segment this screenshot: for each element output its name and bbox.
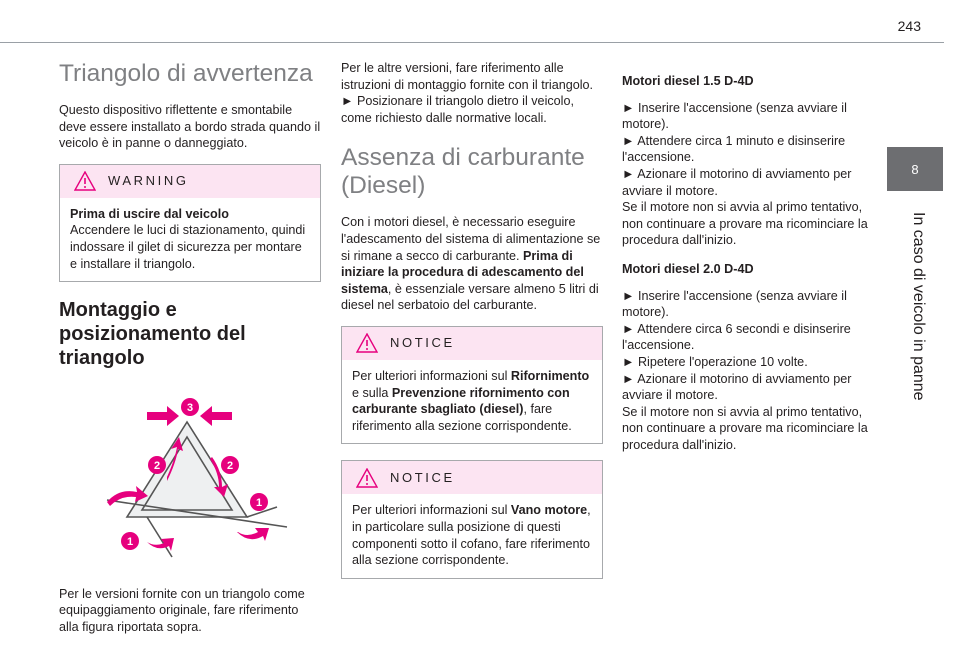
- intro-paragraph: Questo dispositivo riflettente e smontabile deve essere installato a bordo strada quando il veicolo è in panne o danneggiato.: [59, 103, 321, 151]
- callout-2-right: 2: [226, 460, 234, 473]
- fuel-tail: , è essenziale versare almeno 5 litri di diesel nel serbatoio del carburante.: [341, 281, 599, 313]
- outro-paragraph: Per le versioni fornite con un triangolo come equipaggiamento originale, fare riferimento alla figura riportata sopra.: [59, 586, 305, 634]
- notice-text: Per ulteriori informazioni sul: [352, 503, 511, 518]
- warning-icon: [74, 171, 96, 191]
- column-1: [59, 60, 321, 648]
- fuel-paragraph: [341, 214, 603, 314]
- notice-box-refuel: [341, 326, 603, 444]
- section-title-assembly: Montaggio e posizionamento del triangolo: [59, 299, 246, 370]
- engine-1-title: Motori diesel 1.5 D-4D: [622, 74, 754, 88]
- callout-1-left: 1: [126, 536, 134, 549]
- top-divider: [0, 42, 944, 43]
- engine-2-title: Motori diesel 2.0 D-4D: [622, 261, 754, 276]
- engine-2-note: Se il motore non si avvia al primo tentativo, non continuare a provare ma ricominciare la procedura dall'inizio.: [622, 404, 868, 452]
- notice-icon: [356, 333, 378, 353]
- notice-text-mid: e sulla: [352, 385, 392, 400]
- section-title-triangle: Triangolo di avvertenza: [59, 60, 313, 87]
- column-2: [341, 60, 603, 595]
- engine-2-steps: [622, 288, 884, 454]
- notice-text-post: , in particolare sulla posizione di questi componenti sotto il cofano, fare riferimento alla sezione corrispondente.: [352, 503, 591, 568]
- notice-link-engine-bay[interactable]: Vano motore: [510, 503, 588, 518]
- warning-heading: Prima di uscire dal veicolo: [70, 206, 229, 221]
- notice-label: NOTICE: [390, 469, 455, 485]
- callout-1-right: 1: [255, 497, 263, 510]
- engine-1-steps: [622, 100, 884, 249]
- engine-1-step-1: ► Inserire l'accensione (senza avviare il motore).: [622, 100, 847, 132]
- warning-text: Accendere le luci di stazionamento, quindi indossare il gilet di sicurezza per montare e installare il triangolo.: [70, 223, 306, 271]
- column-3: [622, 60, 884, 465]
- callout-3: 3: [186, 402, 194, 415]
- warning-label: WARNING: [108, 172, 189, 188]
- triangle-illustration: [87, 392, 292, 567]
- engine-2-step-2: ► Attendere circa 6 secondi e disinserire l'accensione.: [622, 321, 851, 353]
- position-step: ► Posizionare il triangolo dietro il veicolo, come richiesto dalle normative locali.: [341, 94, 574, 125]
- notice-link-refuel[interactable]: Rifornimento: [510, 368, 590, 383]
- warning-header: [60, 165, 320, 198]
- engine-2-step-1: ► Inserire l'accensione (senza avviare il motore).: [622, 288, 847, 320]
- callout-2-left: 2: [153, 460, 161, 473]
- fuel-bold: Prima di iniziare la procedura di adescamento del sistema: [341, 248, 584, 296]
- section-title-fuel: Assenza di carburante (Diesel): [341, 144, 585, 200]
- chapter-title: In caso di veicolo in panne: [910, 212, 927, 401]
- other-versions-paragraph: Per le altre versioni, fare riferimento alle istruzioni di montaggio fornite con il triangolo.: [341, 61, 594, 92]
- chapter-tab[interactable]: 8: [887, 147, 943, 191]
- notice-link-misfuel[interactable]: Prevenzione rifornimento con carburante sbagliato (diesel): [352, 385, 570, 417]
- notice-icon: [356, 468, 378, 488]
- notice-header: [342, 461, 602, 494]
- warning-box: [59, 164, 321, 282]
- engine-2-step-3: ► Ripetere l'operazione 10 volte.: [622, 354, 808, 369]
- fuel-text: Con i motori diesel, è necessario eseguire l'adescamento del sistema di alimentazione se si rimane a secco di carburante.: [341, 215, 601, 263]
- notice-label: NOTICE: [390, 335, 455, 351]
- page-number: 243: [897, 18, 921, 34]
- engine-1-step-2: ► Attendere circa 1 minuto e disinserire l'accensione.: [622, 133, 846, 165]
- engine-1-note: Se il motore non si avvia al primo tentativo, non continuare a provare ma ricominciare la procedura dall'inizio.: [622, 200, 868, 248]
- engine-2-step-4: ► Azionare il motorino di avviamento per avviare il motore.: [622, 371, 852, 403]
- notice-box-engine: [341, 460, 603, 578]
- notice-text-post: , fare riferimento alla sezione corrispondente.: [352, 402, 572, 433]
- engine-1-step-3: ► Azionare il motorino di avviamento per avviare il motore.: [622, 166, 852, 198]
- notice-header: [342, 327, 602, 360]
- notice-text: Per ulteriori informazioni sul: [352, 368, 511, 383]
